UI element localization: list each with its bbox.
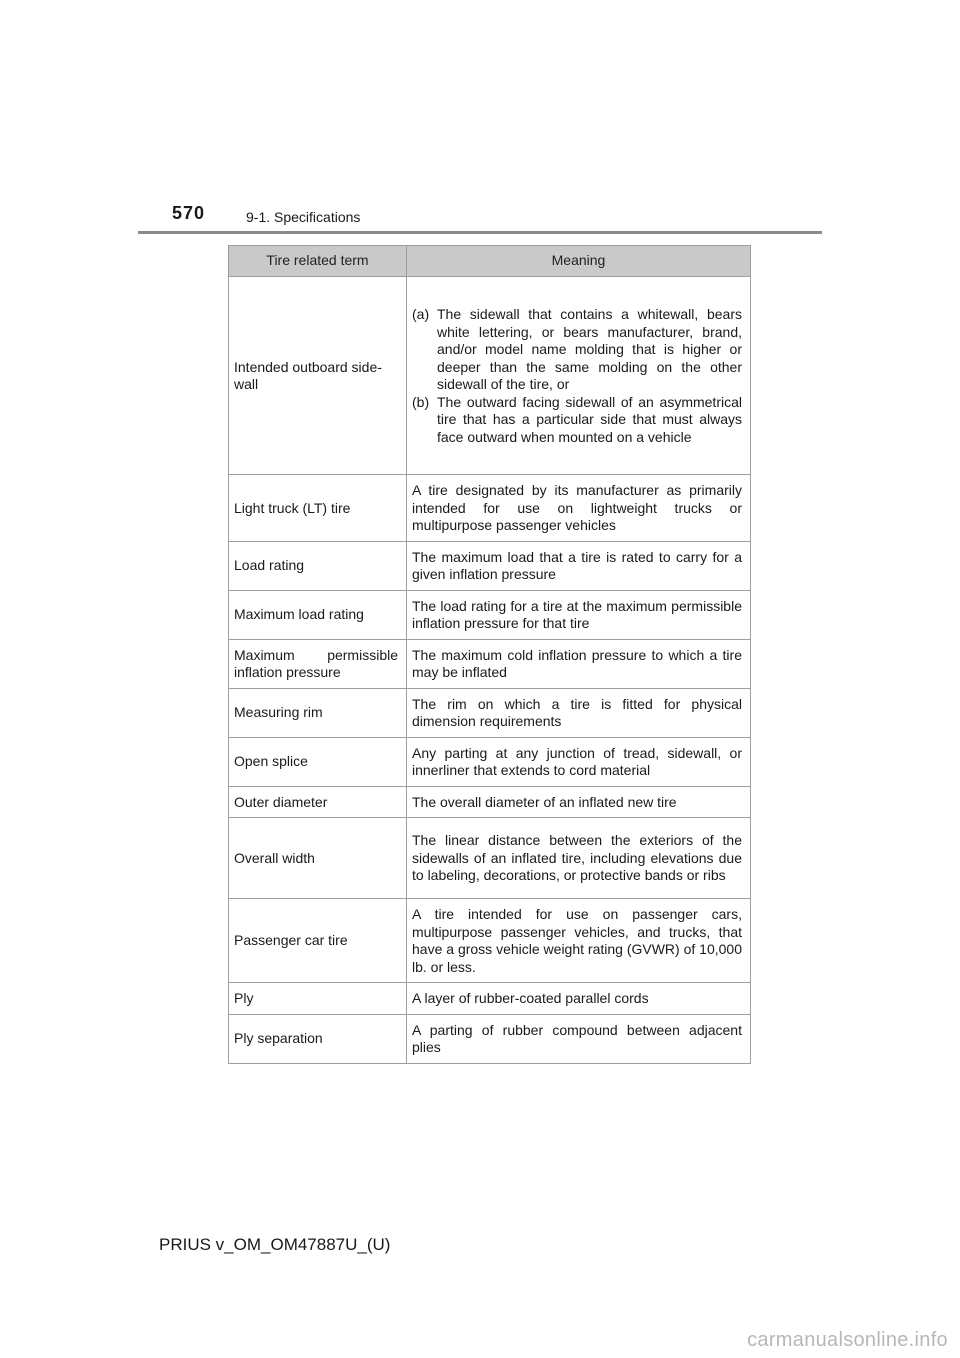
meaning-cell: A tire intended for use on passenger cars, multipurpose passenger vehicles, and trucks, that have a gross vehicle weight rating (GVWR) of 10,000 lb. or less. [407, 899, 751, 983]
term-cell: Light truck (LT) tire [229, 475, 407, 542]
term-cell: Open splice [229, 737, 407, 786]
sub-item-text: The outward facing sidewall of an asymmetrical tire that has a particular side that must always face outward when mounted on a vehicle [437, 393, 742, 445]
table-row [229, 899, 751, 983]
meaning-cell: The rim on which a tire is fitted for physical dimension requirements [407, 688, 751, 737]
term-cell: Maximum permissible inflation pressure [229, 639, 407, 688]
term-cell: Outer diameter [229, 786, 407, 818]
term-cell: Measuring rim [229, 688, 407, 737]
meaning-sub-item [412, 306, 742, 394]
watermark: carmanualsonline.info [747, 1329, 948, 1351]
term-cell: Maximum load rating [229, 590, 407, 639]
meaning-cell: Any parting at any junction of tread, sidewall, or innerliner that extends to cord material [407, 737, 751, 786]
meaning-cell: The linear distance between the exteriors of the sidewalls of an inflated tire, including elevations due to labeling, decorations, or protective bands or ribs [407, 818, 751, 899]
meaning-cell: The maximum cold inflation pressure to which a tire may be inflated [407, 639, 751, 688]
table-row [229, 639, 751, 688]
term-cell: Overall width [229, 818, 407, 899]
sub-item-text: The sidewall that contains a whitewall, bears white lettering, or bears manufacturer, brand, and/or model name molding that is higher or deeper than the same molding on the other sidewall of the tire, or [437, 306, 742, 392]
sub-item-marker: (b) [412, 393, 430, 410]
header-rule [138, 231, 822, 234]
term-cell: Intended outboard side-wall [229, 277, 407, 475]
term-cell: Ply [229, 983, 407, 1015]
meaning-sub-item [412, 394, 742, 447]
sub-item-marker: (a) [412, 306, 430, 322]
meaning-cell: The load rating for a tire at the maximum permissible inflation pressure for that tire [407, 590, 751, 639]
term-cell: Ply separation [229, 1014, 407, 1063]
table-row [229, 277, 751, 475]
meaning-cell: A parting of rubber compound between adjacent plies [407, 1014, 751, 1063]
page-number: 570 [172, 203, 206, 223]
meaning-cell: A tire designated by its manufacturer as primarily intended for use on lightweight trucks or multipurpose passenger vehicles [407, 475, 751, 542]
table-row [229, 541, 751, 590]
meaning-cell: The maximum load that a tire is rated to carry for a given inflation pressure [407, 541, 751, 590]
table-header-row [229, 246, 751, 277]
tire-terms-table [228, 245, 751, 1064]
header-meaning: Meaning [407, 246, 751, 277]
header-term: Tire related term [229, 246, 407, 277]
table-row [229, 1014, 751, 1063]
table-row [229, 475, 751, 542]
table-row [229, 688, 751, 737]
meaning-cell: A layer of rubber-coated parallel cords [407, 983, 751, 1015]
section-title: 9-1. Specifications [246, 209, 361, 225]
table-row [229, 590, 751, 639]
meaning-cell: The overall diameter of an inflated new tire [407, 786, 751, 818]
table-row [229, 818, 751, 899]
table-row [229, 737, 751, 786]
meaning-cell [407, 277, 751, 475]
term-cell: Passenger car tire [229, 899, 407, 983]
table-row [229, 786, 751, 818]
document-code: PRIUS v_OM_OM47887U_(U) [159, 1235, 391, 1254]
term-cell: Load rating [229, 541, 407, 590]
table-row [229, 983, 751, 1015]
